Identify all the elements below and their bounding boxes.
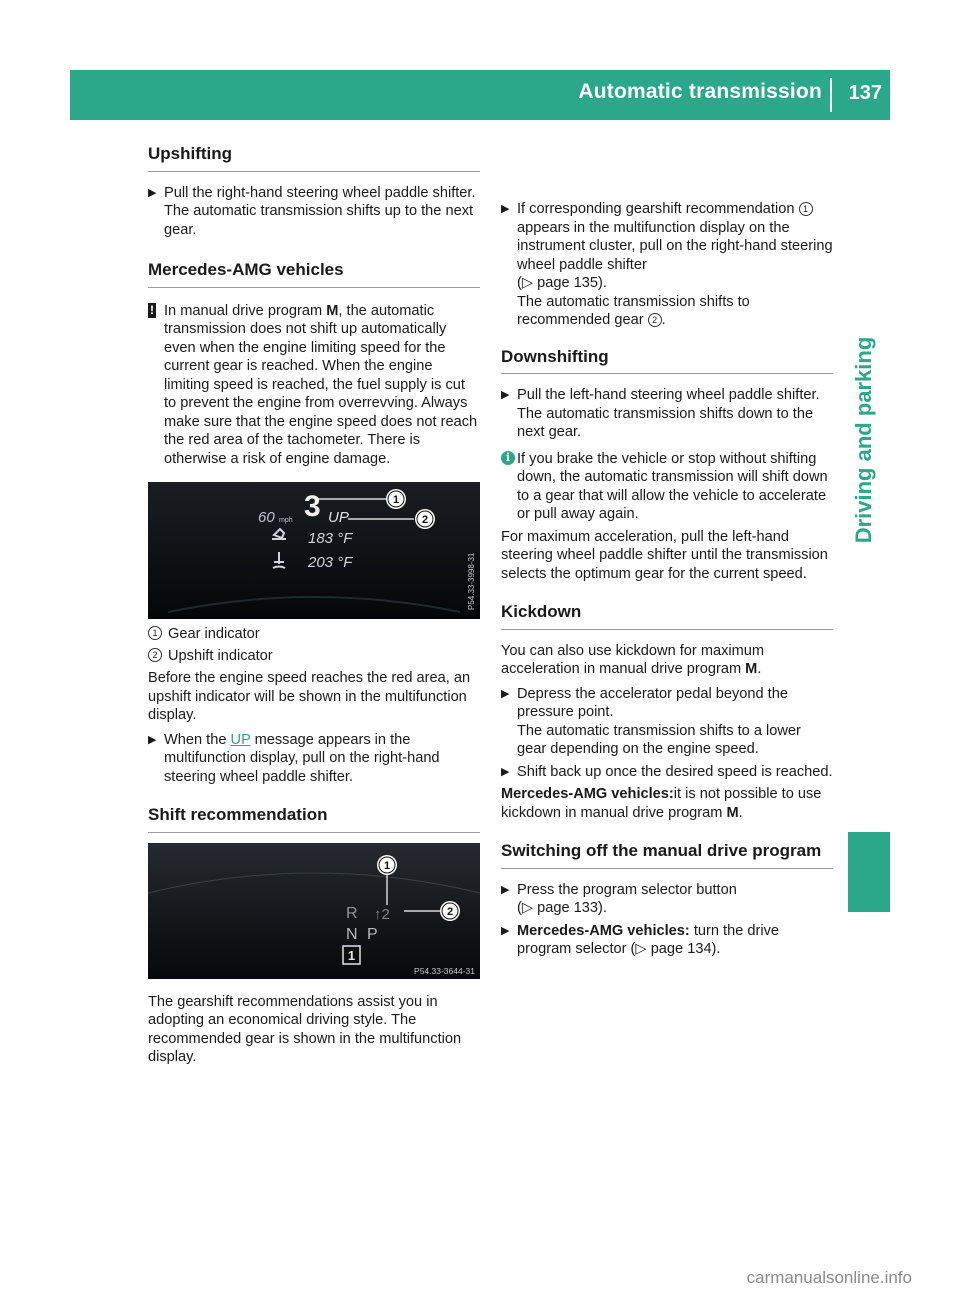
step-arrow-icon: ▶ — [501, 687, 510, 700]
speed-unit: mph — [279, 517, 293, 524]
amg-warning-text: In manual drive program M, the automatic transmission does not shift up automatically even when the engine limiting speed for the current gear is reached. When the engine limiting speed is reached, the fuel supply is cut to prevent the engine from overrevving. Always make sure that the engine speed does not reach the red area of the tachometer. There is otherwise a risk of engine damage. — [164, 302, 478, 467]
kickdown-step1-text: Depress the accelerator pedal beyond the pressure point. — [517, 685, 788, 720]
amg-heading: Mercedes-AMG vehicles — [148, 261, 480, 288]
warning-icon: ! — [150, 302, 154, 317]
upshifting-step-text: Pull the right-hand steering wheel paddle shifter. — [164, 184, 476, 201]
callout-number-icon: 1 — [799, 202, 813, 216]
info-icon: i — [501, 451, 515, 465]
step-arrow-icon: ▶ — [501, 389, 510, 401]
upshifting-step — [148, 184, 480, 240]
downshifting-step-result: The automatic transmission shifts down to the next gear. — [517, 405, 814, 440]
recommended-gear: ↑2 — [374, 905, 390, 923]
kickdown-paragraph: You can also use kickdown for maximum acceleration in manual drive program M. — [501, 642, 765, 677]
step-arrow-icon: ▶ — [501, 883, 510, 896]
gear-n: N — [346, 925, 358, 943]
amg-warning — [148, 302, 480, 469]
legend-gear-indicator: 1 Gear indicator — [148, 625, 480, 644]
header-divider — [830, 78, 832, 112]
switch-off-heading: Switching off the manual drive program — [501, 842, 833, 869]
gear-indicator: 3 — [304, 490, 321, 523]
kickdown-step-2 — [501, 763, 833, 782]
step-arrow-icon: ▶ — [148, 186, 157, 199]
left-column — [148, 145, 480, 1067]
step-arrow-icon: ▶ — [501, 924, 510, 937]
switch-off-step1-text: Press the program selector button — [517, 881, 737, 898]
shift-rec-step — [501, 200, 833, 330]
legend-number: 2 — [148, 648, 162, 662]
upshifting-heading: Upshifting — [148, 145, 480, 172]
current-gear-box: 1 — [347, 947, 356, 963]
switch-off-step2-text: Mercedes-AMG vehicles: turn the drive program selector (▷ page 134). — [517, 922, 779, 957]
kickdown-heading: Kickdown — [501, 603, 833, 630]
downshifting-paragraph: For maximum acceleration, pull the left-hand steering wheel paddle shifter until the transmission selects the optimum gear for the current speed. — [501, 528, 828, 582]
side-chapter-label: Driving and parking — [851, 336, 876, 544]
speed-readout: 60 — [258, 509, 275, 526]
side-thumb-block — [848, 832, 890, 912]
amg-step-text: When the UP message appears in the multifunction display, pull on the right-hand steering wheel paddle shifter. — [164, 731, 440, 785]
multifunction-display-figure — [148, 482, 480, 619]
callout-number-icon: 2 — [648, 313, 662, 327]
display-graphic — [148, 482, 480, 619]
watermark: carmanualsonline.info — [746, 1268, 912, 1287]
upshifting-step-result: The automatic transmission shifts up to the next gear. — [164, 203, 474, 238]
page-header — [70, 70, 890, 120]
shift-rec-heading: Shift recommendation — [148, 806, 480, 833]
legend-number: 1 — [148, 626, 162, 640]
gear-r: R — [346, 904, 358, 922]
kickdown-step-1 — [501, 685, 833, 759]
kickdown-step1-result: The automatic transmission shifts to a lower gear depending on the engine speed. — [517, 722, 801, 757]
page-ref-link[interactable]: (▷ page 135). — [517, 275, 607, 291]
callout-1: 1 — [383, 859, 391, 872]
gear-p: P — [367, 925, 378, 943]
downshifting-info — [501, 450, 833, 524]
shift-rec-step-text: If corresponding gearshift recommendation 1 appears in the multifunction display on the instrument cluster, pull on the right-hand steering wheel paddle shifter — [517, 201, 833, 273]
switch-off-step-2 — [501, 922, 833, 959]
legend-upshift-indicator: 2 Upshift indicator — [148, 647, 480, 666]
switch-off-step-1 — [501, 881, 833, 918]
coolant-temp-value: 203 °F — [308, 554, 353, 571]
callout-1: 1 — [392, 494, 400, 506]
step-arrow-icon: ▶ — [501, 765, 510, 778]
selector-graphic — [148, 843, 480, 979]
oil-temp-value: 183 °F — [308, 530, 353, 547]
page-number: 137 — [848, 82, 882, 104]
step-arrow-icon: ▶ — [501, 203, 510, 215]
right-column — [501, 156, 833, 959]
shift-rec-paragraph: The gearshift recommendations assist you in adopting an economical driving style. The recommended gear is shown in the multifunction display. — [148, 993, 462, 1065]
callout-2: 2 — [446, 905, 454, 918]
kickdown-amg-note: Mercedes-AMG vehicles:it is not possible to use kickdown in manual drive program M. — [501, 786, 822, 821]
downshifting-heading: Downshifting — [501, 348, 833, 375]
chapter-title: Automatic transmission — [578, 80, 822, 103]
downshifting-info-text: If you brake the vehicle or stop without shifting down, the automatic transmission will shift down to a gear that will allow the vehicle to accelerate or pull away again. — [517, 450, 828, 522]
upshift-indicator: UP — [328, 509, 349, 526]
callout-2: 2 — [421, 514, 429, 526]
step-arrow-icon: ▶ — [148, 733, 157, 746]
amg-paragraph: Before the engine speed reaches the red area, an upshift indicator will be shown in the multifunction display. — [148, 670, 471, 723]
downshifting-step — [501, 386, 833, 442]
side-chapter-tab — [846, 270, 882, 610]
figure-code: P54.33-3644-31 — [414, 965, 475, 976]
figure-code: P54.33-3998-31 — [467, 552, 476, 610]
shift-rec-step-result: The automatic transmission shifts to recommended gear 2 . — [517, 293, 750, 328]
gear-selector-figure — [148, 843, 480, 979]
kickdown-step2-text: Shift back up once the desired speed is reached. — [517, 763, 833, 780]
downshifting-step-text: Pull the left-hand steering wheel paddle shifter. — [517, 387, 820, 403]
page-ref-link[interactable]: (▷ page 133). — [517, 900, 607, 916]
amg-step — [148, 731, 480, 787]
